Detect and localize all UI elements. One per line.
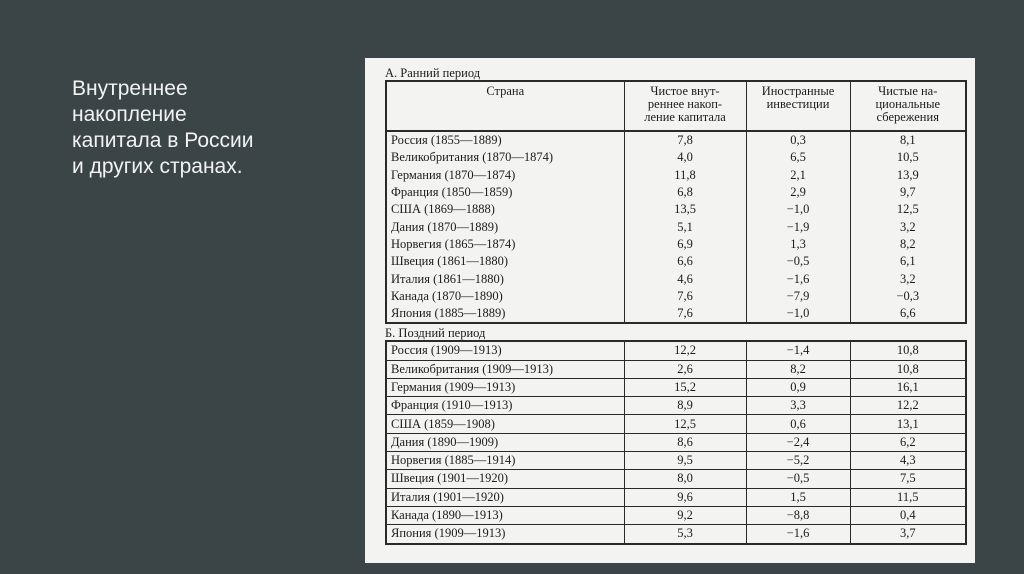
national-savings-cell: 4,3 <box>850 452 966 470</box>
national-savings-cell: 10,5 <box>850 149 966 166</box>
country-cell: Канада (1870—1890) <box>386 288 624 305</box>
domestic-accumulation-cell: 11,8 <box>624 167 746 184</box>
country-cell: Швеция (1861—1880) <box>386 253 624 270</box>
national-savings-cell: 6,1 <box>850 253 966 270</box>
country-cell: Великобритания (1870—1874) <box>386 149 624 166</box>
header-national-savings: Чистые на- циональные сбережения <box>850 81 966 131</box>
header-domestic-accumulation: Чистое внут- реннее накоп- ление капитала <box>624 81 746 131</box>
header-foreign-investment: Иностранные инвестиции <box>746 81 850 131</box>
foreign-investment-cell: 2,1 <box>746 167 850 184</box>
domestic-accumulation-cell: 15,2 <box>624 378 746 396</box>
domestic-accumulation-cell: 7,8 <box>624 131 746 149</box>
domestic-accumulation-cell: 9,5 <box>624 452 746 470</box>
caption-line: накопление <box>72 103 187 126</box>
foreign-investment-cell: −0,5 <box>746 253 850 270</box>
national-savings-cell: 16,1 <box>850 378 966 396</box>
domestic-accumulation-cell: 8,6 <box>624 433 746 451</box>
domestic-accumulation-cell: 6,9 <box>624 236 746 253</box>
domestic-accumulation-cell: 7,6 <box>624 288 746 305</box>
table-row <box>386 253 966 270</box>
country-cell: Италия (1861—1880) <box>386 270 624 287</box>
national-savings-cell: 3,2 <box>850 270 966 287</box>
national-savings-cell: 10,8 <box>850 360 966 378</box>
country-cell: Россия (1855—1889) <box>386 131 624 149</box>
foreign-investment-cell: −5,2 <box>746 452 850 470</box>
table-row <box>386 218 966 235</box>
foreign-investment-cell: 6,5 <box>746 149 850 166</box>
domestic-accumulation-cell: 8,9 <box>624 397 746 415</box>
foreign-investment-cell: 0,9 <box>746 378 850 396</box>
header-country: Страна <box>386 81 624 131</box>
national-savings-cell: 12,5 <box>850 201 966 218</box>
country-cell: Дания (1890—1909) <box>386 433 624 451</box>
country-cell: Италия (1901—1920) <box>386 488 624 506</box>
caption-line: Внутреннее <box>72 77 188 100</box>
national-savings-cell: 7,5 <box>850 470 966 488</box>
country-cell: Германия (1870—1874) <box>386 167 624 184</box>
table-header-row <box>386 81 966 131</box>
early-period-table <box>385 80 967 324</box>
country-cell: Швеция (1901—1920) <box>386 470 624 488</box>
foreign-investment-cell: 3,3 <box>746 397 850 415</box>
domestic-accumulation-cell: 12,5 <box>624 415 746 433</box>
caption-line: капитала в России <box>72 129 254 152</box>
table-row <box>386 378 966 396</box>
domestic-accumulation-cell: 9,6 <box>624 488 746 506</box>
foreign-investment-cell: −8,8 <box>746 506 850 524</box>
foreign-investment-cell: 1,5 <box>746 488 850 506</box>
national-savings-cell: 12,2 <box>850 397 966 415</box>
domestic-accumulation-cell: 5,1 <box>624 218 746 235</box>
country-cell: Япония (1885—1889) <box>386 305 624 323</box>
national-savings-cell: 0,4 <box>850 506 966 524</box>
foreign-investment-cell: −0,5 <box>746 470 850 488</box>
domestic-accumulation-cell: 9,2 <box>624 506 746 524</box>
national-savings-cell: 9,7 <box>850 184 966 201</box>
table-row <box>386 433 966 451</box>
national-savings-cell: 3,7 <box>850 525 966 544</box>
caption-line: и других странах. <box>72 155 243 178</box>
domestic-accumulation-cell: 2,6 <box>624 360 746 378</box>
country-cell: США (1859—1908) <box>386 415 624 433</box>
domestic-accumulation-cell: 13,5 <box>624 201 746 218</box>
national-savings-cell: 13,1 <box>850 415 966 433</box>
country-cell: Япония (1909—1913) <box>386 525 624 544</box>
table-row <box>386 452 966 470</box>
scanned-table-image <box>365 58 975 563</box>
table-row <box>386 184 966 201</box>
section-b-title: Б. Поздний период <box>385 326 486 341</box>
national-savings-cell: 3,2 <box>850 218 966 235</box>
national-savings-cell: 8,1 <box>850 131 966 149</box>
table-row <box>386 397 966 415</box>
table-row <box>386 341 966 360</box>
table-row <box>386 470 966 488</box>
table-row <box>386 525 966 544</box>
national-savings-cell: 11,5 <box>850 488 966 506</box>
foreign-investment-cell: 8,2 <box>746 360 850 378</box>
foreign-investment-cell: −1,9 <box>746 218 850 235</box>
foreign-investment-cell: 1,3 <box>746 236 850 253</box>
country-cell: Канада (1890—1913) <box>386 506 624 524</box>
table-row <box>386 131 966 149</box>
country-cell: Франция (1850—1859) <box>386 184 624 201</box>
national-savings-cell: 8,2 <box>850 236 966 253</box>
national-savings-cell: −0,3 <box>850 288 966 305</box>
country-cell: Россия (1909—1913) <box>386 341 624 360</box>
domestic-accumulation-cell: 6,6 <box>624 253 746 270</box>
domestic-accumulation-cell: 5,3 <box>624 525 746 544</box>
foreign-investment-cell: −1,6 <box>746 525 850 544</box>
country-cell: Великобритания (1909—1913) <box>386 360 624 378</box>
table-row <box>386 415 966 433</box>
table-row <box>386 201 966 218</box>
slide-caption <box>72 76 332 180</box>
country-cell: Норвегия (1885—1914) <box>386 452 624 470</box>
domestic-accumulation-cell: 8,0 <box>624 470 746 488</box>
country-cell: США (1869—1888) <box>386 201 624 218</box>
domestic-accumulation-cell: 12,2 <box>624 341 746 360</box>
table-row <box>386 488 966 506</box>
late-period-body <box>386 341 966 543</box>
early-period-body <box>386 131 966 323</box>
table-row <box>386 506 966 524</box>
domestic-accumulation-cell: 6,8 <box>624 184 746 201</box>
national-savings-cell: 6,2 <box>850 433 966 451</box>
foreign-investment-cell: −1,6 <box>746 270 850 287</box>
country-cell: Норвегия (1865—1874) <box>386 236 624 253</box>
foreign-investment-cell: −1,0 <box>746 305 850 323</box>
table-row <box>386 288 966 305</box>
section-a-title: А. Ранний период <box>385 66 481 80</box>
national-savings-cell: 13,9 <box>850 167 966 184</box>
foreign-investment-cell: 0,3 <box>746 131 850 149</box>
country-cell: Дания (1870—1889) <box>386 218 624 235</box>
domestic-accumulation-cell: 4,6 <box>624 270 746 287</box>
domestic-accumulation-cell: 7,6 <box>624 305 746 323</box>
foreign-investment-cell: −1,0 <box>746 201 850 218</box>
country-cell: Германия (1909—1913) <box>386 378 624 396</box>
table-row <box>386 270 966 287</box>
foreign-investment-cell: 0,6 <box>746 415 850 433</box>
country-cell: Франция (1910—1913) <box>386 397 624 415</box>
national-savings-cell: 10,8 <box>850 341 966 360</box>
late-period-table <box>385 340 967 544</box>
foreign-investment-cell: −7,9 <box>746 288 850 305</box>
national-savings-cell: 6,6 <box>850 305 966 323</box>
foreign-investment-cell: −2,4 <box>746 433 850 451</box>
table-row <box>386 149 966 166</box>
table-row <box>386 236 966 253</box>
foreign-investment-cell: 2,9 <box>746 184 850 201</box>
table-row <box>386 167 966 184</box>
foreign-investment-cell: −1,4 <box>746 341 850 360</box>
table-row <box>386 360 966 378</box>
table-row <box>386 305 966 323</box>
domestic-accumulation-cell: 4,0 <box>624 149 746 166</box>
